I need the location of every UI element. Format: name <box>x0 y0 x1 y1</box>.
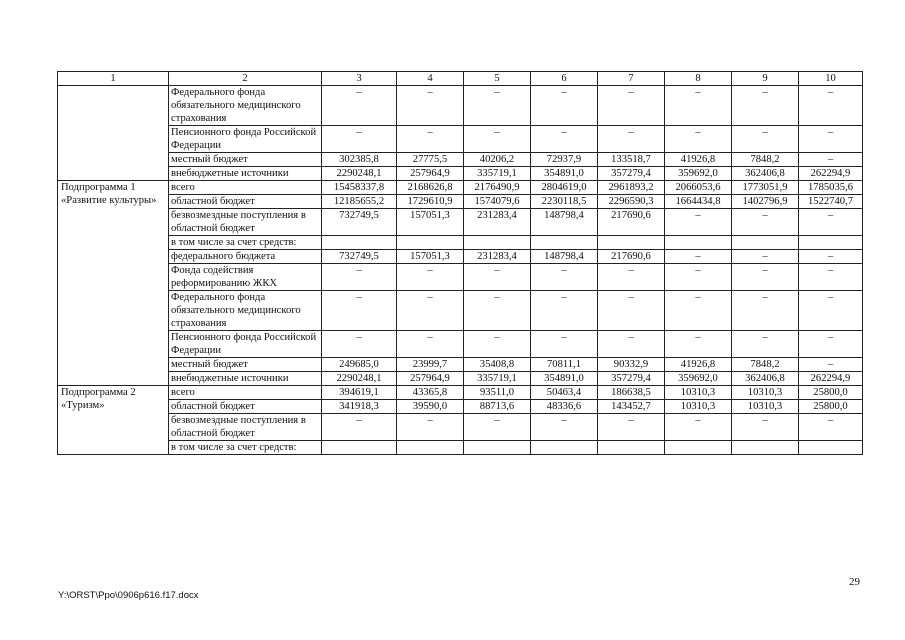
value-cell: 1402796,9 <box>732 195 799 209</box>
value-cell: – <box>732 414 799 441</box>
value-cell: – <box>464 86 531 126</box>
value-cell: 2961893,2 <box>598 181 665 195</box>
value-cell: 157051,3 <box>397 209 464 236</box>
value-cell: 2290248,1 <box>322 167 397 181</box>
value-cell <box>464 236 531 250</box>
value-cell: 41926,8 <box>665 153 732 167</box>
value-cell: – <box>598 126 665 153</box>
value-cell: – <box>464 126 531 153</box>
value-cell: 1729610,9 <box>397 195 464 209</box>
value-cell: 157051,3 <box>397 250 464 264</box>
table-row <box>58 250 863 264</box>
row-label: Пенсионного фонда Российской Федерации <box>169 126 322 153</box>
table-row <box>58 167 863 181</box>
table-row <box>58 195 863 209</box>
value-cell: 40206,2 <box>464 153 531 167</box>
value-cell: – <box>665 126 732 153</box>
value-cell: 70811,1 <box>531 358 598 372</box>
value-cell: 2296590,3 <box>598 195 665 209</box>
column-header: 1 <box>58 72 169 86</box>
program-name <box>58 86 169 181</box>
value-cell <box>665 441 732 455</box>
value-cell: – <box>665 331 732 358</box>
table-row <box>58 400 863 414</box>
value-cell: – <box>531 86 598 126</box>
row-label: в том числе за счет средств: <box>169 441 322 455</box>
value-cell: – <box>322 86 397 126</box>
value-cell: – <box>598 331 665 358</box>
value-cell <box>322 441 397 455</box>
value-cell: 48336,6 <box>531 400 598 414</box>
value-cell: 50463,4 <box>531 386 598 400</box>
value-cell: – <box>799 126 863 153</box>
table-row <box>58 86 863 126</box>
value-cell: 7848,2 <box>732 358 799 372</box>
value-cell: – <box>464 291 531 331</box>
table-row <box>58 372 863 386</box>
table-row <box>58 181 863 195</box>
value-cell: – <box>531 331 598 358</box>
value-cell: 72937,9 <box>531 153 598 167</box>
value-cell: 354891,0 <box>531 167 598 181</box>
value-cell: 25800,0 <box>799 400 863 414</box>
value-cell: – <box>598 264 665 291</box>
value-cell: 1574079,6 <box>464 195 531 209</box>
value-cell: 2066053,6 <box>665 181 732 195</box>
value-cell: 143452,7 <box>598 400 665 414</box>
row-label: местный бюджет <box>169 358 322 372</box>
value-cell: 1785035,6 <box>799 181 863 195</box>
value-cell: 394619,1 <box>322 386 397 400</box>
value-cell: – <box>397 86 464 126</box>
value-cell <box>732 441 799 455</box>
value-cell: 35408,8 <box>464 358 531 372</box>
value-cell <box>665 236 732 250</box>
column-header: 10 <box>799 72 863 86</box>
column-header: 7 <box>598 72 665 86</box>
row-label: Федерального фонда обязательного медицинского страхования <box>169 291 322 331</box>
file-path: Y:\ORST\Ppo\0906p616.f17.docx <box>58 590 199 601</box>
value-cell: 231283,4 <box>464 250 531 264</box>
value-cell: 39590,0 <box>397 400 464 414</box>
value-cell: 262294,9 <box>799 167 863 181</box>
value-cell: 2168626,8 <box>397 181 464 195</box>
value-cell: – <box>665 414 732 441</box>
value-cell <box>464 441 531 455</box>
value-cell: – <box>665 86 732 126</box>
table-row <box>58 153 863 167</box>
value-cell: – <box>665 209 732 236</box>
value-cell: – <box>732 126 799 153</box>
budget-table <box>57 71 863 455</box>
value-cell: 2290248,1 <box>322 372 397 386</box>
column-header: 5 <box>464 72 531 86</box>
value-cell: 302385,8 <box>322 153 397 167</box>
row-label: областной бюджет <box>169 400 322 414</box>
value-cell: – <box>732 86 799 126</box>
value-cell: – <box>322 264 397 291</box>
value-cell <box>397 441 464 455</box>
value-cell <box>531 441 598 455</box>
value-cell: – <box>732 291 799 331</box>
value-cell: 341918,3 <box>322 400 397 414</box>
value-cell: 249685,0 <box>322 358 397 372</box>
value-cell: 257964,9 <box>397 167 464 181</box>
value-cell: 15458337,8 <box>322 181 397 195</box>
value-cell: 362406,8 <box>732 167 799 181</box>
page-number: 29 <box>849 576 860 588</box>
value-cell: 732749,5 <box>322 209 397 236</box>
value-cell: – <box>799 250 863 264</box>
value-cell: 148798,4 <box>531 209 598 236</box>
value-cell: – <box>322 291 397 331</box>
value-cell: – <box>322 126 397 153</box>
value-cell <box>531 236 598 250</box>
column-header: 8 <box>665 72 732 86</box>
value-cell: – <box>799 291 863 331</box>
value-cell: – <box>397 291 464 331</box>
value-cell: 2230118,5 <box>531 195 598 209</box>
row-label: областной бюджет <box>169 195 322 209</box>
row-label: безвозмездные поступления в областной бюджет <box>169 209 322 236</box>
value-cell: – <box>732 331 799 358</box>
value-cell: 10310,3 <box>665 400 732 414</box>
value-cell: – <box>531 264 598 291</box>
value-cell: – <box>799 209 863 236</box>
value-cell: 10310,3 <box>732 386 799 400</box>
value-cell: – <box>464 331 531 358</box>
table-row <box>58 291 863 331</box>
value-cell: 27775,5 <box>397 153 464 167</box>
value-cell: 217690,6 <box>598 209 665 236</box>
value-cell: – <box>732 209 799 236</box>
value-cell: – <box>598 414 665 441</box>
column-header: 3 <box>322 72 397 86</box>
table-row <box>58 209 863 236</box>
value-cell: – <box>397 414 464 441</box>
column-header: 2 <box>169 72 322 86</box>
value-cell: 10310,3 <box>665 386 732 400</box>
value-cell <box>598 441 665 455</box>
value-cell <box>732 236 799 250</box>
value-cell: – <box>665 291 732 331</box>
value-cell: – <box>665 264 732 291</box>
value-cell <box>322 236 397 250</box>
value-cell: – <box>397 126 464 153</box>
value-cell: 10310,3 <box>732 400 799 414</box>
value-cell: 335719,1 <box>464 372 531 386</box>
value-cell: 1522740,7 <box>799 195 863 209</box>
value-cell: – <box>464 264 531 291</box>
value-cell: – <box>397 264 464 291</box>
table-row <box>58 386 863 400</box>
value-cell: 362406,8 <box>732 372 799 386</box>
value-cell: 7848,2 <box>732 153 799 167</box>
value-cell: 41926,8 <box>665 358 732 372</box>
value-cell: 217690,6 <box>598 250 665 264</box>
value-cell: 90332,9 <box>598 358 665 372</box>
row-label: внебюджетные источники <box>169 372 322 386</box>
value-cell: – <box>799 153 863 167</box>
column-header: 6 <box>531 72 598 86</box>
value-cell: – <box>598 86 665 126</box>
value-cell: 1664434,8 <box>665 195 732 209</box>
value-cell: – <box>397 331 464 358</box>
value-cell: 359692,0 <box>665 372 732 386</box>
row-label: безвозмездные поступления в областной бюджет <box>169 414 322 441</box>
value-cell: – <box>531 291 598 331</box>
row-label: всего <box>169 181 322 195</box>
program-name: Подпрограмма 2 «Туризм» <box>58 386 169 455</box>
table-row <box>58 414 863 441</box>
value-cell: 133518,7 <box>598 153 665 167</box>
table-row <box>58 126 863 153</box>
row-label: всего <box>169 386 322 400</box>
value-cell: – <box>665 250 732 264</box>
row-label: местный бюджет <box>169 153 322 167</box>
value-cell: 43365,8 <box>397 386 464 400</box>
table-row <box>58 441 863 455</box>
value-cell: 357279,4 <box>598 372 665 386</box>
table-row <box>58 236 863 250</box>
row-label: внебюджетные источники <box>169 167 322 181</box>
value-cell: – <box>732 250 799 264</box>
value-cell: – <box>464 414 531 441</box>
value-cell: 1773051,9 <box>732 181 799 195</box>
value-cell: – <box>799 86 863 126</box>
value-cell: – <box>799 358 863 372</box>
value-cell: 335719,1 <box>464 167 531 181</box>
value-cell: – <box>531 126 598 153</box>
value-cell: 262294,9 <box>799 372 863 386</box>
value-cell: – <box>322 331 397 358</box>
value-cell: – <box>598 291 665 331</box>
value-cell: 23999,7 <box>397 358 464 372</box>
value-cell: 732749,5 <box>322 250 397 264</box>
value-cell: 25800,0 <box>799 386 863 400</box>
row-label: Пенсионного фонда Российской Федерации <box>169 331 322 358</box>
row-label: Фонда содействия реформированию ЖКХ <box>169 264 322 291</box>
value-cell <box>598 236 665 250</box>
value-cell: 257964,9 <box>397 372 464 386</box>
value-cell: 357279,4 <box>598 167 665 181</box>
table-row <box>58 331 863 358</box>
value-cell: 12185655,2 <box>322 195 397 209</box>
value-cell: 148798,4 <box>531 250 598 264</box>
column-header: 4 <box>397 72 464 86</box>
value-cell: 2176490,9 <box>464 181 531 195</box>
row-label: в том числе за счет средств: <box>169 236 322 250</box>
value-cell: 186638,5 <box>598 386 665 400</box>
value-cell: – <box>799 414 863 441</box>
value-cell <box>799 236 863 250</box>
header-row <box>58 72 863 86</box>
value-cell: – <box>322 414 397 441</box>
value-cell: – <box>799 264 863 291</box>
program-name: Подпрограмма 1 «Развитие культуры» <box>58 181 169 386</box>
value-cell <box>799 441 863 455</box>
row-label: Федерального фонда обязательного медицинского страхования <box>169 86 322 126</box>
value-cell: 359692,0 <box>665 167 732 181</box>
value-cell: – <box>531 414 598 441</box>
value-cell: – <box>799 331 863 358</box>
table-row <box>58 264 863 291</box>
value-cell: 354891,0 <box>531 372 598 386</box>
value-cell: 93511,0 <box>464 386 531 400</box>
value-cell: 88713,6 <box>464 400 531 414</box>
value-cell <box>397 236 464 250</box>
value-cell: – <box>732 264 799 291</box>
value-cell: 231283,4 <box>464 209 531 236</box>
row-label: федерального бюджета <box>169 250 322 264</box>
table-row <box>58 358 863 372</box>
value-cell: 2804619,0 <box>531 181 598 195</box>
column-header: 9 <box>732 72 799 86</box>
